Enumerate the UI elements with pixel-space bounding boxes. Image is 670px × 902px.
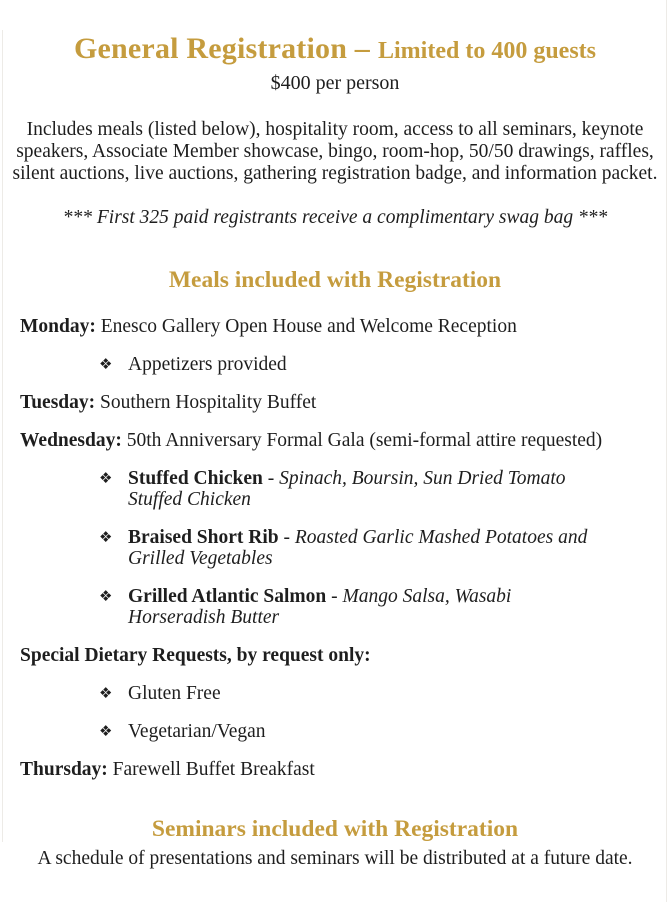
monday-label: Monday: <box>20 316 96 337</box>
diamond-bullet-icon: ❖ <box>99 587 113 605</box>
page-title-sub: Limited to 400 guests <box>378 38 596 64</box>
seminars-note: A schedule of presentations and seminars will be distributed at a future date. <box>37 848 633 869</box>
dish-description: Roasted Garlic Mashed Potatoes and Grilled Vegetables <box>128 527 588 569</box>
list-item-text: Gluten Free <box>128 683 221 704</box>
list-item-text: Vegetarian/Vegan <box>128 721 266 742</box>
list-item-text: Appetizers provided <box>128 354 287 375</box>
list-item-gluten-free <box>0 683 670 704</box>
tuesday-label: Tuesday: <box>20 392 96 413</box>
list-item-text <box>128 527 608 569</box>
monday-text: Enesco Gallery Open House and Welcome Reception <box>100 316 517 337</box>
thursday-text: Farewell Buffet Breakfast <box>112 759 315 780</box>
list-item-braised-short-rib <box>0 527 670 569</box>
list-item-text <box>128 468 608 510</box>
page-left-edge-line <box>2 30 3 842</box>
diamond-bullet-icon: ❖ <box>99 684 113 702</box>
dish-description: Spinach, Boursin, Sun Dried Tomato Stuffed Chicken <box>128 468 566 510</box>
meals-section-heading: Meals included with Registration <box>168 267 502 293</box>
dish-name: Stuffed Chicken <box>128 468 263 489</box>
diamond-bullet-icon: ❖ <box>99 469 113 487</box>
dietary-requests-line <box>20 645 650 666</box>
thursday-line <box>20 759 650 780</box>
dish-name: Grilled Atlantic Salmon <box>128 586 327 607</box>
list-item-appetizers <box>0 354 670 375</box>
tuesday-line <box>20 392 650 413</box>
dish-separator: - <box>278 527 295 548</box>
seminars-section-heading: Seminars included with Registration <box>151 816 519 842</box>
thursday-label: Thursday: <box>20 759 108 780</box>
price-per-person: $400 per person <box>270 72 400 94</box>
dish-name: Braised Short Rib <box>128 527 279 548</box>
dish-separator: - <box>262 468 280 489</box>
list-item-stuffed-chicken <box>0 468 670 510</box>
page-title-main: General Registration – <box>73 32 370 65</box>
diamond-bullet-icon: ❖ <box>99 722 113 740</box>
dish-separator: - <box>326 586 343 607</box>
list-item-vegetarian-vegan <box>0 721 670 742</box>
dish-description: Mango Salsa, Wasabi Horseradish Butter <box>128 586 512 628</box>
dietary-requests-label: Special Dietary Requests, by request only: <box>20 645 371 666</box>
diamond-bullet-icon: ❖ <box>99 355 113 373</box>
list-item-grilled-salmon <box>0 586 670 628</box>
page-title <box>10 28 660 70</box>
list-item-text <box>128 586 608 628</box>
diamond-bullet-icon: ❖ <box>99 528 113 546</box>
monday-line <box>20 316 650 337</box>
swag-bag-note: *** First 325 paid registrants receive a complimentary swag bag *** <box>62 207 608 228</box>
wednesday-text: 50th Anniversary Formal Gala (semi-formal attire requested) <box>126 430 603 451</box>
wednesday-label: Wednesday: <box>20 430 122 451</box>
wednesday-line <box>20 430 650 451</box>
page-right-edge-line <box>666 0 667 902</box>
tuesday-text: Southern Hospitality Buffet <box>100 392 317 413</box>
includes-paragraph: Includes meals (listed below), hospitality room, access to all seminars, keynote speakers, Associate Member showcase, bingo, room-hop, 50/50 drawings, raffles, silent auctions, live auctions, gathering registration badge, and information packet. <box>12 119 658 184</box>
